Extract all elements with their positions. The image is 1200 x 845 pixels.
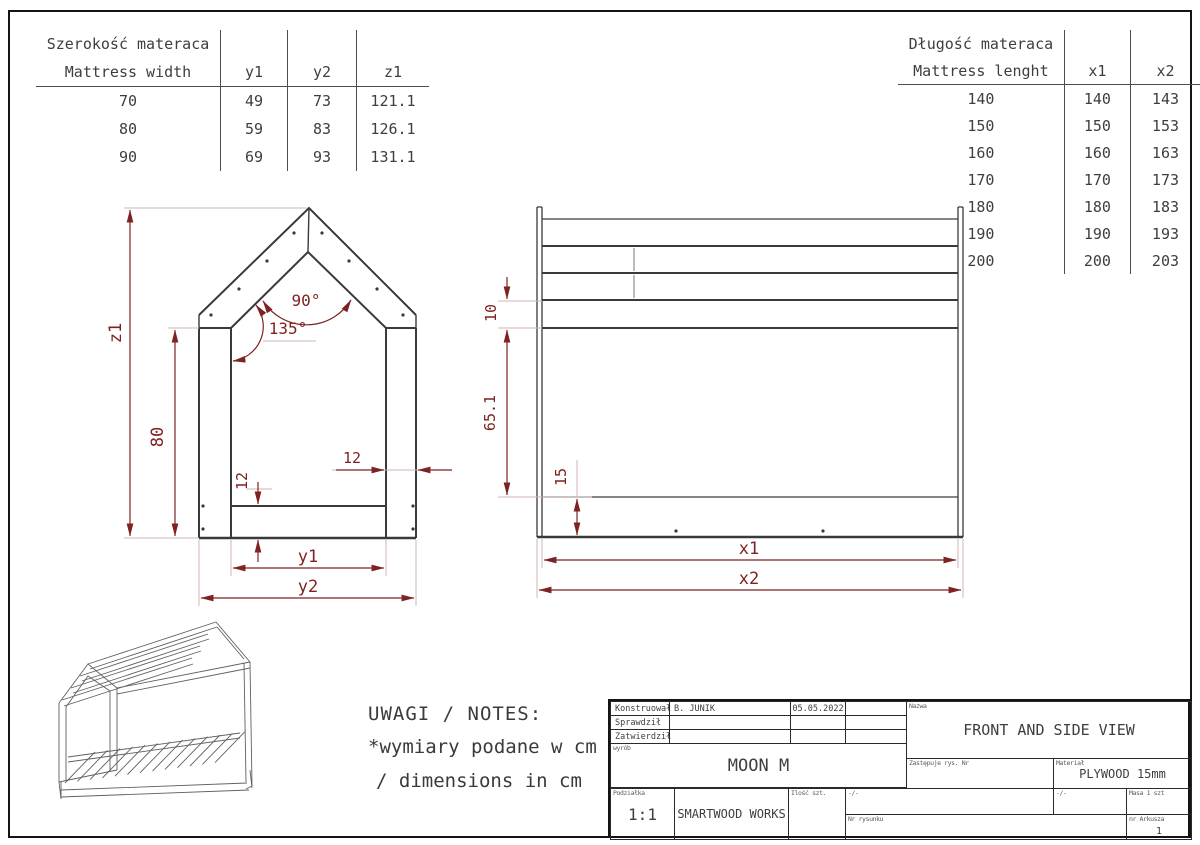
drawing-no-label: Nr rysunku (848, 815, 884, 823)
company-name: SMARTWOOD WORKS (677, 807, 786, 821)
table-row (898, 220, 1200, 247)
scale-cell (610, 788, 675, 840)
sheet-no-cell (1126, 814, 1192, 840)
table-row (36, 30, 429, 58)
misc-cell-2 (1053, 788, 1127, 815)
cell: 126.1 (357, 115, 430, 143)
mass-label: Masa 1 szt (1129, 789, 1165, 797)
cell: 183 (1130, 193, 1200, 220)
table-row (898, 193, 1200, 220)
material-cell (1053, 758, 1192, 789)
cell: 73 (288, 87, 357, 116)
cell: 80 (118, 120, 138, 138)
cell: 69 (221, 143, 288, 171)
cell: 190 (967, 224, 995, 243)
checked-label-cell (610, 715, 670, 730)
drawing-name: FRONT AND SIDE VIEW (963, 721, 1135, 739)
table-row (36, 143, 429, 171)
notes-line-2: / dimensions in cm (376, 769, 582, 792)
cell: 93 (288, 143, 357, 171)
cell: 200 (1064, 247, 1130, 274)
designed-label-cell (610, 701, 670, 716)
width-table-title-pl: Szerokość materaca (46, 35, 210, 53)
dim-135deg: 135° (268, 319, 308, 338)
misc-cell-1 (845, 788, 1054, 815)
cell: 90 (118, 148, 138, 166)
dim-x1: x1 (738, 539, 760, 559)
qty-label: Ilość szt. (791, 789, 827, 797)
cell: 140 (1064, 85, 1130, 113)
cell: 153 (1130, 112, 1200, 139)
company-cell (674, 788, 789, 840)
cell: 170 (967, 170, 995, 189)
designed-value-cell (669, 701, 791, 716)
cell: 121.1 (357, 87, 430, 116)
notes-line-1: *wymiary podane w cm (368, 736, 597, 759)
empty-cell (669, 729, 791, 744)
empty-cell (669, 715, 791, 730)
scale-label: Podziałka (613, 789, 645, 797)
empty-cell (845, 729, 907, 744)
cell: 180 (967, 197, 995, 216)
col-header-x1: x1 (1064, 57, 1130, 85)
drawing-name-cell (906, 701, 1192, 759)
designed-value: B. JUNIK (674, 703, 715, 714)
cell: 200 (967, 251, 995, 270)
cell: 143 (1130, 85, 1200, 113)
empty-cell (790, 715, 846, 730)
notes-block (368, 698, 597, 798)
table-row (36, 115, 429, 143)
cell: 59 (221, 115, 288, 143)
empty-cell (845, 701, 907, 716)
cell: 140 (967, 89, 995, 108)
dim-y1: y1 (297, 547, 319, 567)
misc-label-1: -/- (848, 789, 859, 797)
date-cell (790, 701, 846, 716)
col-header-z1: z1 (357, 58, 430, 87)
cell: 173 (1130, 166, 1200, 193)
title-block (608, 699, 1190, 838)
cell: 180 (1064, 193, 1130, 220)
mattress-length-table (898, 30, 1200, 274)
misc-label-2: -/- (1056, 789, 1067, 797)
cell: 163 (1130, 139, 1200, 166)
table-row (36, 87, 429, 116)
col-header-y2: y2 (288, 58, 357, 87)
dim-80: 80 (148, 426, 168, 448)
cell: 150 (967, 116, 995, 135)
replaces-label: Zastępuje rys. Nr (909, 759, 969, 767)
cell: 170 (1064, 166, 1130, 193)
cell: 83 (288, 115, 357, 143)
empty-cell (845, 715, 907, 730)
table-row (898, 139, 1200, 166)
designed-label: Konstruował (615, 703, 672, 714)
table-row (898, 247, 1200, 274)
qty-cell (788, 788, 846, 840)
cell: 131.1 (357, 143, 430, 171)
material-value: PLYWOOD 15mm (1079, 766, 1166, 781)
approved-label-cell (610, 729, 670, 744)
width-table-title-en: Mattress width (36, 58, 221, 87)
approved-label: Zatwierdził (615, 731, 672, 742)
table-row (898, 166, 1200, 193)
dim-65-1: 65.1 (481, 394, 499, 432)
length-table-title-en: Mattress lenght (898, 57, 1064, 85)
length-table-title-pl: Długość materaca (908, 34, 1054, 53)
table-row (898, 112, 1200, 139)
product-name: MOON M (727, 755, 790, 776)
cell: 190 (1064, 220, 1130, 247)
scale-value: 1:1 (628, 804, 657, 824)
notes-heading: UWAGI / NOTES: (368, 703, 543, 725)
col-header-x2: x2 (1130, 57, 1200, 85)
name-label: Nazwa (909, 702, 927, 710)
cell: 70 (118, 92, 138, 110)
replaces-cell (906, 758, 1054, 789)
product-cell (610, 743, 907, 788)
table-row (898, 57, 1200, 85)
sheet-value: 1 (1155, 825, 1163, 837)
product-label: wyrób (613, 744, 631, 752)
col-header-y1: y1 (221, 58, 288, 87)
dim-x2: x2 (738, 569, 760, 589)
mattress-width-table (36, 30, 429, 171)
empty-cell (790, 729, 846, 744)
dim-12-wall: 12 (342, 449, 362, 467)
drawing-no-cell (845, 814, 1127, 840)
table-row (36, 58, 429, 87)
dim-12-bottom: 12 (233, 471, 251, 491)
cell: 203 (1130, 247, 1200, 274)
dim-z1: z1 (106, 322, 126, 344)
cell: 193 (1130, 220, 1200, 247)
material-label: Materiał (1056, 759, 1085, 767)
table-row (898, 85, 1200, 113)
checked-label: Sprawdził (615, 717, 662, 728)
cell: 160 (967, 143, 995, 162)
mass-cell (1126, 788, 1192, 815)
dim-y2: y2 (297, 577, 319, 597)
cell: 150 (1064, 112, 1130, 139)
dim-90deg: 90° (291, 291, 321, 310)
dim-15: 15 (552, 467, 570, 487)
date-value: 05.05.2022 (792, 703, 844, 714)
cell: 160 (1064, 139, 1130, 166)
sheet-label: nr Arkusza (1129, 815, 1165, 823)
table-row (898, 30, 1200, 57)
dim-10: 10 (482, 303, 500, 323)
cell: 49 (221, 87, 288, 116)
